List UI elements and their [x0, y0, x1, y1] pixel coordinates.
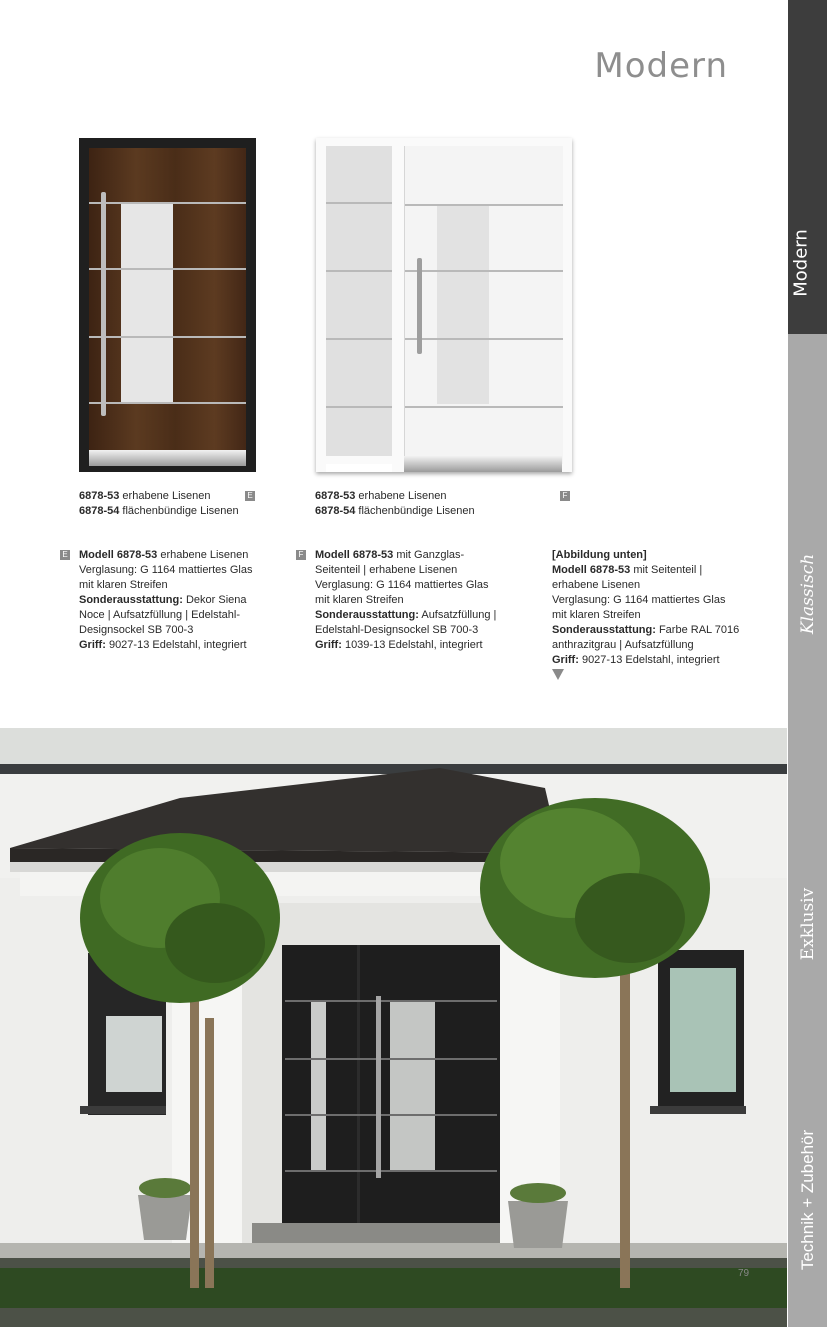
arrow-down-icon: [552, 669, 564, 680]
door-handle-icon: [417, 258, 422, 354]
tab-technik-label[interactable]: Technik + Zubehör: [798, 1129, 817, 1271]
page-number: 79: [738, 1268, 750, 1279]
door-image-6878-dark-wood: [79, 138, 256, 472]
tab-klassisch-label[interactable]: Klassisch: [798, 553, 818, 635]
tab-modern-label: Modern: [790, 229, 812, 297]
page-title: Modern: [594, 46, 728, 86]
door-handle-icon: [101, 192, 106, 416]
description-photo: [Abbildung unten] Modell 6878-53 mit Seitenteil | erhabene Lisenen Verglasung: G 1164 mattiertes Glas mit klaren Streifen Sonderausstattung: Farbe RAL 7016 anthrazitgrau | Aufsatzfüllung Griff: 9027-13 Edelstahl, integriert: [552, 549, 740, 666]
description-f: Modell 6878-53 mit Ganzglas- Seitenteil | erhabene Lisenen Verglasung: G 1164 mattiertes Glas mit klaren Streifen Sonderausstattung: Aufsatzfüllung | Edelstahl-Designsockel SB 700-3 Griff: 1039-13 Edelstahl, integriert: [315, 549, 497, 651]
caption-f: 6878-53 erhabene Lisenen 6878-54 flächenbündige Lisenen: [315, 490, 475, 517]
badge-e: E: [245, 491, 255, 501]
house-entrance-photo: [0, 728, 787, 1327]
tab-exklusiv-label[interactable]: Exklusiv: [798, 887, 818, 961]
description-e: Modell 6878-53 erhabene Lisenen Verglasung: G 1164 mattiertes Glas mit klaren Streifen Sonderausstattung: Dekor Siena Noce | Aufsatzfüllung | Edelstahl- Designsockel SB 700-3 Griff: 9027-13 Edelstahl, integriert: [79, 549, 253, 651]
badge-f-desc: F: [296, 550, 306, 560]
caption-e: 6878-53 erhabene Lisenen 6878-54 flächenbündige Lisenen: [79, 490, 239, 517]
tab-modern[interactable]: [788, 0, 827, 334]
badge-e-desc: E: [60, 550, 70, 560]
door-image-6878-white-sidelight: [316, 138, 572, 472]
badge-f: F: [560, 491, 570, 501]
tab-group-inactive: [788, 334, 827, 1327]
